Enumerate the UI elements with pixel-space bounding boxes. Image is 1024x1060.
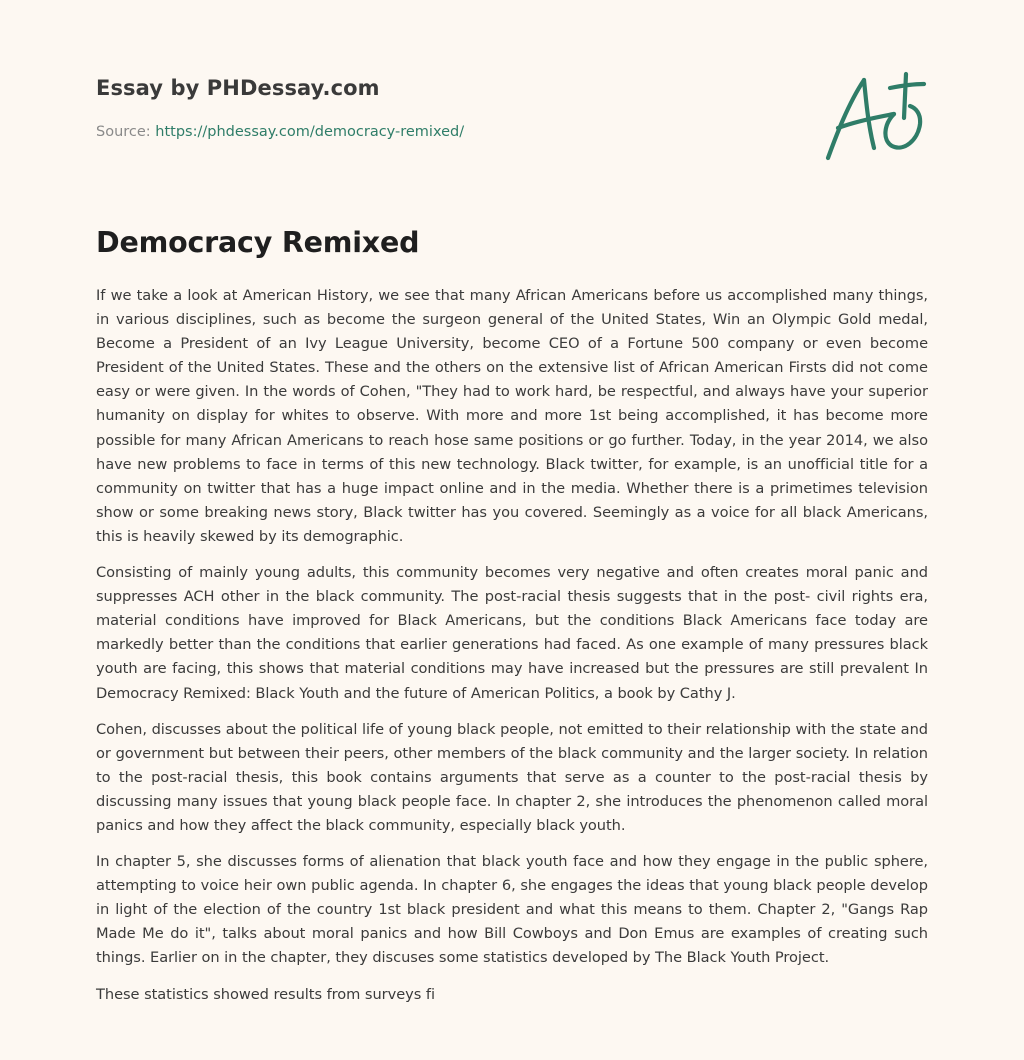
site-brand: Essay by PHDessay.com: [96, 76, 380, 100]
a-plus-logo-icon: [820, 66, 932, 166]
essay-paragraph: Consisting of mainly young adults, this community becomes very negative and often creates moral panic and suppresses ACH other in the black community. The post-racial thesis suggests that in the post- civil rights era, material conditions have improved for Black Americans, but the conditions Black Americans face today are markedly better than the conditions that earlier generations had faced. As one example of many pressures black youth are facing, this shows that material conditions may have increased but the pressures are still prevalent In Democracy Remixed: Black Youth and the future of American Politics, a book by Cathy J.: [96, 564, 928, 702]
source-label: Source:: [96, 124, 156, 140]
essay-body: [96, 284, 928, 1019]
essay-paragraph: If we take a look at American History, we see that many African Americans before us accomplished many things, in various disciplines, such as become the surgeon general of the United States, Win an Olympic Gold medal, Become a President of an Ivy League University, become CEO of a Fortune 500 company or even become President of the United States. These and the others on the extensive list of African American Firsts did not come easy or were given. In the words of Cohen, "They had to work hard, be respectful, and always have your superior humanity on display for whites to observe. With more and more 1st being accomplished, it has become more possible for many African Americans to reach hose same positions or go further. Today, in the year 2014, we also have new problems to face in terms of this new technology. Black twitter, for example, is an unofficial title for a community on twitter that has a huge impact online and in the media. Whether there is a primetimes television show or some breaking news story, Black twitter has you covered. Seemingly as a voice for all black Americans, this is heavily skewed by its demographic.: [96, 287, 928, 545]
essay-title: Democracy Remixed: [96, 226, 420, 259]
essay-paragraph: These statistics showed results from surveys fi: [96, 985, 435, 1003]
essay-paragraph: Cohen, discusses about the political life of young black people, not emitted to their relationship with the state and or government but between their peers, other members of the black community and the larger society. In relation to the post-racial thesis, this book contains arguments that serve as a counter to the post-racial thesis by discussing many issues that young black people face. In chapter 2, she introduces the phenomenon called moral panics and how they affect the black community, especially black youth.: [96, 720, 928, 834]
source-line: [96, 124, 464, 140]
essay-paragraph: In chapter 5, she discusses forms of alienation that black youth face and how they engage in the public sphere, attempting to voice heir own public agenda. In chapter 6, she engages the ideas that young black people develop in light of the election of the country 1st black president and what this means to them. Chapter 2, "Gangs Rap Made Me do it", talks about moral panics and how Bill Cowboys and Don Emus are examples of creating such things. Earlier on in the chapter, they discuses some statistics developed by The Black Youth Project.: [96, 853, 928, 967]
source-link[interactable]: https://phdessay.com/democracy-remixed/: [155, 124, 465, 140]
